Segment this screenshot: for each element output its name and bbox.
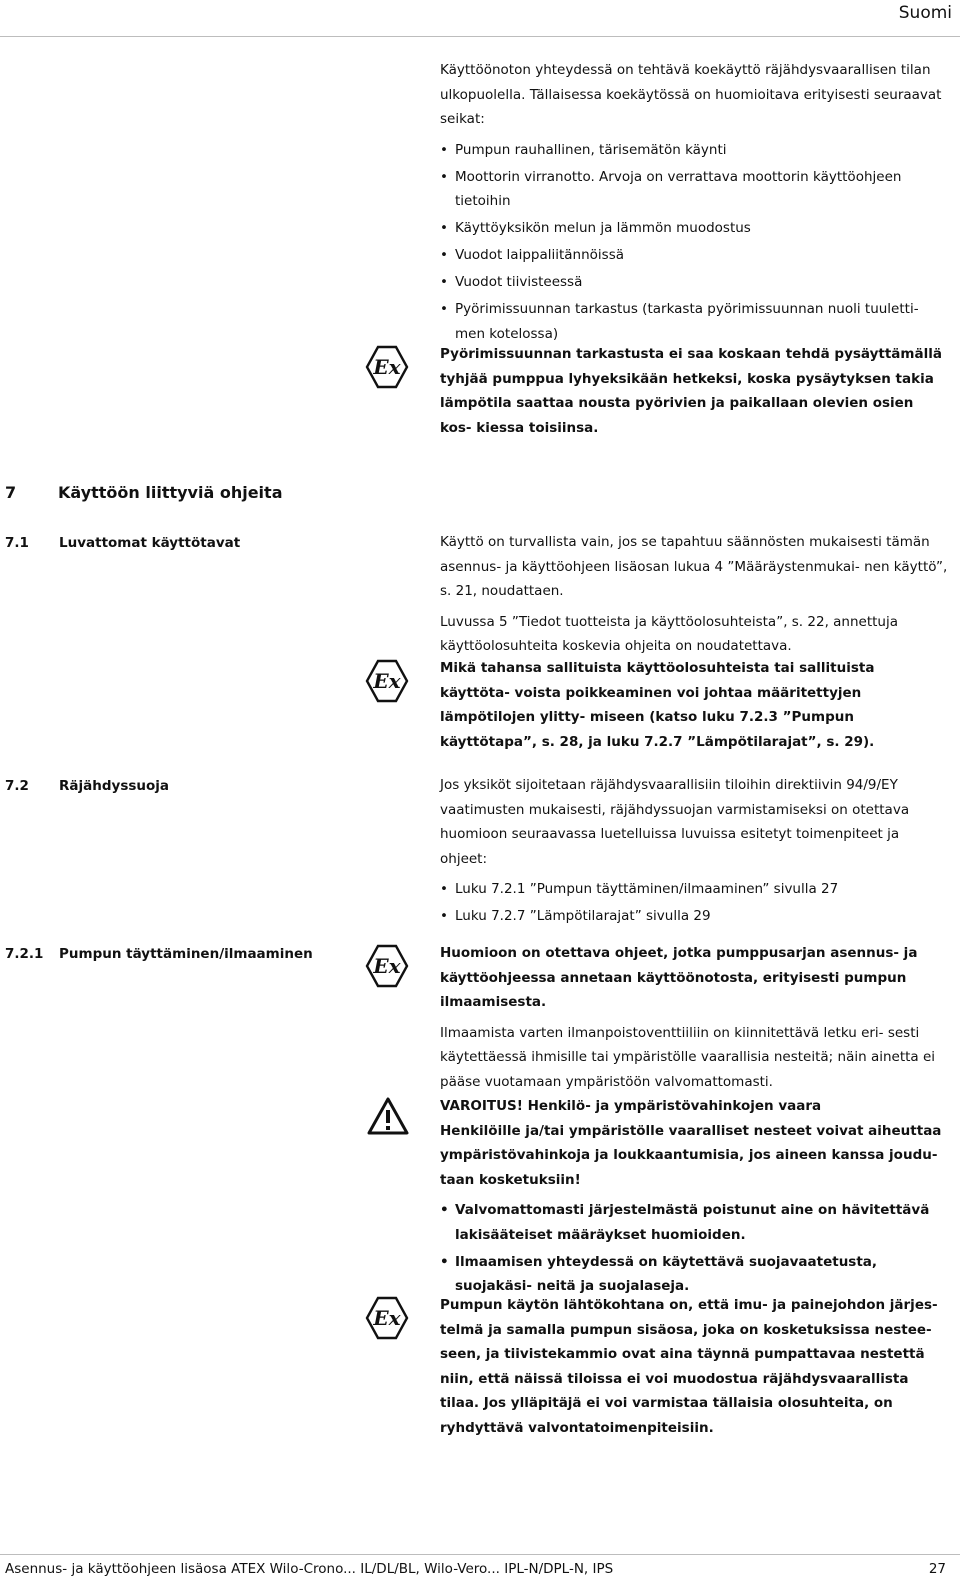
list-item: • Pyörimissuunnan tarkastus (tarkasta pyörimissuunnan nuoli tuuletti- men kotelossa) — [440, 297, 948, 346]
reference-list — [440, 877, 948, 929]
section-7-2-body — [440, 773, 948, 931]
intro-text: Käyttöönoton yhteydessä on tehtävä koekäyttö räjähdysvaarallisen tilan ulkopuolella. Tällaisessa koekäytössä on huomioitava erityisesti seuraavat seikat: — [440, 62, 942, 127]
svg-text:Ex: Ex — [373, 954, 401, 978]
ex-warning-text: Huomioon on otettava ohjeet, jotka pumppusarjan asennus- ja käyttöohjeessa annetaan käyttöönotosta, erityisesti pumpun ilmaamisesta. — [440, 945, 918, 1010]
paragraph: Luvussa 5 ”Tiedot tuotteista ja käyttöolosuhteista”, s. 22, annettuja käyttöolosuhteita koskevia ohjeita on noudatettava. — [440, 613, 899, 654]
list-item: • Pumpun rauhallinen, tärisemätön käynti — [440, 138, 948, 163]
section-heading-7-1 — [5, 530, 29, 556]
list-item: • Luku 7.2.7 ”Lämpötilarajat” sivulla 29 — [440, 904, 948, 929]
section-heading-7-2-1 — [5, 941, 43, 967]
ex-icon — [364, 1295, 410, 1345]
ex-icon — [364, 344, 410, 394]
section-title-wrap — [59, 530, 240, 556]
chapter-number: 7 — [5, 483, 17, 502]
list-item: • Ilmaamisen yhteydessä on käytettävä suojavaatetusta, suojakäsi- neitä ja suojalaseja. — [440, 1250, 948, 1299]
section-title: Luvattomat käyttötavat — [59, 535, 241, 551]
section-number: 7.1 — [5, 535, 29, 551]
ex-icon — [364, 658, 410, 708]
list-item: • Moottorin virranotto. Arvoja on verrattava moottorin käyttöohjeen tietoihin — [440, 165, 948, 214]
svg-text:Ex: Ex — [373, 1306, 401, 1330]
ex-icon — [364, 943, 410, 993]
paragraph: Jos yksiköt sijoitetaan räjähdysvaarallisiin tiloihin direktiivin 94/9/EY vaatimusten mukaisesti, räjähdyssuojan varmistamiseksi on otettava huomioon seuraavassa luetelluissa luvuissa esitetyt toimenpiteet ja ohjeet: — [440, 777, 910, 867]
svg-text:Ex: Ex — [373, 669, 401, 693]
intro-bullet-list — [440, 138, 948, 347]
intro-section — [440, 58, 948, 349]
section-7-2-1-body — [440, 941, 948, 1100]
header-divider — [0, 36, 960, 37]
section-title-wrap — [59, 941, 313, 967]
list-item: • Luku 7.2.1 ”Pumpun täyttäminen/ilmaaminen” sivulla 27 — [440, 877, 948, 902]
chapter-heading — [5, 483, 283, 502]
footer-document-title: Asennus- ja käyttöohjeen lisäosa ATEX Wilo-Crono... IL/DL/BL, Wilo-Vero... IPL-N/DPL-N, IPS — [5, 1561, 614, 1577]
warning-block — [440, 1094, 948, 1301]
paragraph: Ilmaamista varten ilmanpoistoventtiiliin on kiinnitettävä letku eri- sesti käytettäessä ihmisille tai ympäristölle vaarallisia nesteitä; näin ainetta ei pääse vuotamaan ympäristöön valvomattomasti. — [440, 1024, 936, 1090]
ex-warning-text: Pumpun käytön lähtökohtana on, että imu- ja painejohdon järjes- telmä ja samalla pumpun sisäosa, joka on kosketuksissa nestee- seen, ja tiivistekammio ovat aina täynnä pumpattavaa nestettä niin, että näissä tiloissa ei voi muodostua räjähdysvaarallista tilaa. Jos ylläpitäjä ei voi varmistaa tällaisia olosuhteita, on ryhdyttävä valvontatoimenpiteisiin. — [440, 1297, 938, 1436]
section-7-1-body — [440, 530, 948, 665]
section-number: 7.2.1 — [5, 946, 44, 962]
section-title-wrap — [59, 773, 169, 799]
list-item: • Valvomattomasti järjestelmästä poistunut aine on hävitettävä lakisääteiset määräykset huomioiden. — [440, 1198, 948, 1247]
section-title: Pumpun täyttäminen/ilmaaminen — [59, 946, 313, 962]
list-item: • Vuodot tiivisteessä — [440, 270, 948, 295]
section-heading-7-2 — [5, 773, 29, 799]
list-item: • Käyttöyksikön melun ja lämmön muodostus — [440, 216, 948, 241]
paragraph: Käyttö on turvallista vain, jos se tapahtuu säännösten mukaisesti tämän asennus- ja käyttöohjeen lisäosan lukua 4 ”Määräystenmukai- nen käyttö”, s. 21, noudattaen. — [440, 534, 948, 599]
svg-text:Ex: Ex — [373, 355, 401, 379]
warning-text: Henkilöille ja/tai ympäristölle vaaralliset nesteet voivat aiheuttaa ympäristövahinkoja ja loukkaantumisia, jos aineen kanssa joudu- taan kosketuksiin! — [440, 1122, 942, 1188]
section-number: 7.2 — [5, 778, 29, 794]
ex-warning-text: Mikä tahansa sallituista käyttöolosuhteista tai sallituista käyttöta- voista poikkeaminen voi johtaa määritettyjen lämpötilojen ylitty- miseen (katso luku 7.2.3 ”Pumpun käyttötapa”, s. 28, ja luku 7.2.7 ”Lämpötilarajat”, s. 29). — [440, 660, 875, 750]
warning-title: VAROITUS! Henkilö- ja ympäristövahinkojen vaara — [440, 1098, 822, 1114]
footer-divider — [0, 1554, 960, 1555]
chapter-title: Käyttöön liittyviä ohjeita — [58, 483, 283, 502]
section-title: Räjähdyssuoja — [59, 778, 170, 794]
page-number: 27 — [928, 1561, 946, 1577]
ex-warning-text: Pyörimissuunnan tarkastusta ei saa koskaan tehdä pysäyttämällä tyhjää pumppua lyhyeksikään hetkeksi, koska pysäytyksen takia lämpötila saattaa nousta pyörivien ja paikallaan olevien osien kos- kiessa toisiinsa. — [440, 346, 942, 436]
list-item: • Vuodot laippaliitännöissä — [440, 243, 948, 268]
language-label: Suomi — [898, 3, 952, 23]
warning-triangle-icon — [366, 1096, 410, 1140]
warning-bullet-list — [440, 1198, 948, 1299]
